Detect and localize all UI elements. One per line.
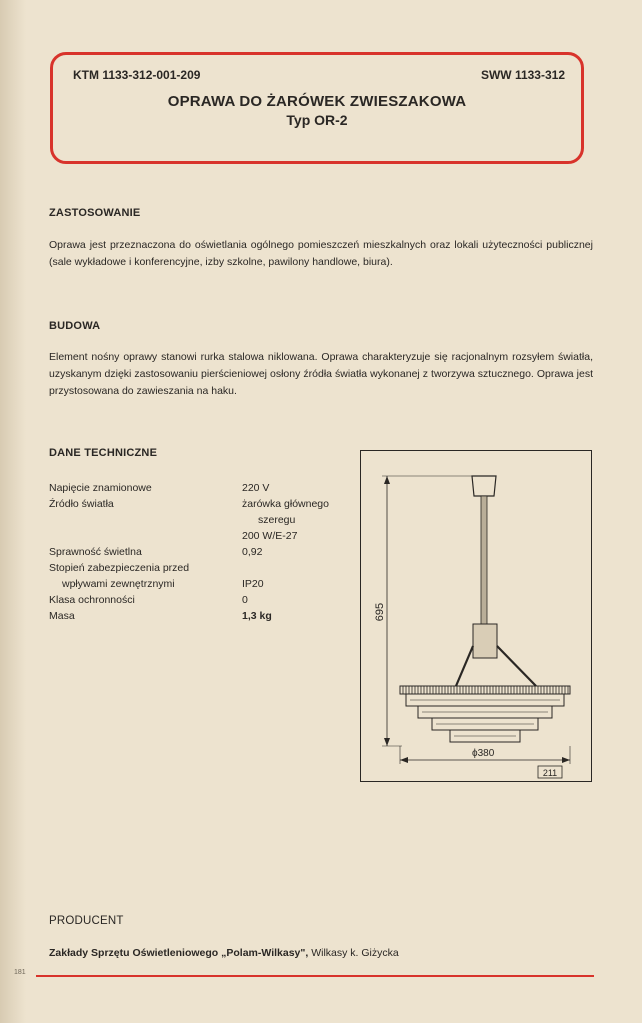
drawing-frame [361, 451, 592, 782]
spec-label: Klasa ochronności [49, 594, 135, 606]
zastosowanie-text: Oprawa jest przeznaczona do oświetlania ogólnego pomieszczeń mieszkalnych oraz lokali użyteczności publicznej (sale wykładowe i konferencyjne, izby szkolne, pawilony handlowe, biura). [49, 239, 593, 268]
spec-label: wpływami zewnętrznymi [62, 578, 175, 590]
zastosowanie-heading: ZASTOSOWANIE [49, 207, 141, 219]
page-number: 181 [14, 969, 26, 976]
spec-value: 0,92 [242, 546, 263, 558]
spec-value: szeregu [258, 514, 296, 526]
sww-code: SWW 1133-312 [480, 68, 565, 82]
producer-name [49, 947, 399, 959]
product-type: Typ OR-2 [286, 112, 348, 128]
spec-label: Źródło światła [49, 498, 114, 510]
support-arm [497, 646, 536, 686]
diameter-label: ϕ380 [472, 748, 495, 759]
spec-value: 0 [242, 594, 248, 606]
spec-label: Napięcie znamionowe [49, 482, 152, 494]
spec-label: Stopień zabezpieczenia przed [49, 562, 190, 574]
steel-tube [481, 496, 487, 624]
producer-name-bold: Zakłady Sprzętu Oświetleniowego „Polam-Wilkasy", [49, 947, 309, 959]
arrow-icon [562, 757, 570, 763]
product-title: OPRAWA DO ŻARÓWEK ZWIESZAKOWA [167, 93, 467, 110]
spec-value: IP20 [242, 578, 264, 590]
producer-location: Wilkasy k. Giżycka [308, 947, 399, 959]
page-edge-shadow [0, 0, 26, 1023]
dane-techniczne-heading: DANE TECHNICZNE [49, 447, 158, 459]
spec-value: 220 V [242, 482, 270, 494]
spec-value: 1,3 kg [242, 610, 272, 622]
spec-value: 200 W/E-27 [242, 530, 298, 542]
figure-number: 211 [542, 768, 558, 778]
bottom-red-rule [36, 975, 594, 977]
arrow-icon [400, 757, 408, 763]
ktm-code: KTM 1133-312-001-209 [73, 68, 201, 82]
ribbed-rim [400, 686, 570, 694]
socket-housing [473, 624, 497, 658]
spec-label: Sprawność świetlna [49, 546, 142, 558]
lamp-technical-drawing [360, 450, 592, 782]
support-arm [456, 646, 473, 686]
height-label: 695 [374, 602, 386, 622]
spec-value: żarówka głównego [242, 498, 329, 510]
producer-label: PRODUCENT [49, 915, 124, 927]
budowa-heading: BUDOWA [49, 320, 101, 332]
spec-label: Masa [49, 610, 75, 622]
arrow-icon [384, 476, 390, 484]
ceiling-canopy [472, 476, 496, 496]
budowa-text: Element nośny oprawy stanowi rurka stalowa niklowana. Oprawa charakteryzuje się racjonalnym rozsyłem światła, uzyskanym dzięki zastosowaniu pierścieniowej osłony źródła światła wykonanej z tworzywa sztucznego. Oprawa jest przystosowana do zawieszania na haku. [49, 351, 593, 397]
arrow-icon [384, 738, 390, 746]
header-frame [50, 52, 584, 164]
